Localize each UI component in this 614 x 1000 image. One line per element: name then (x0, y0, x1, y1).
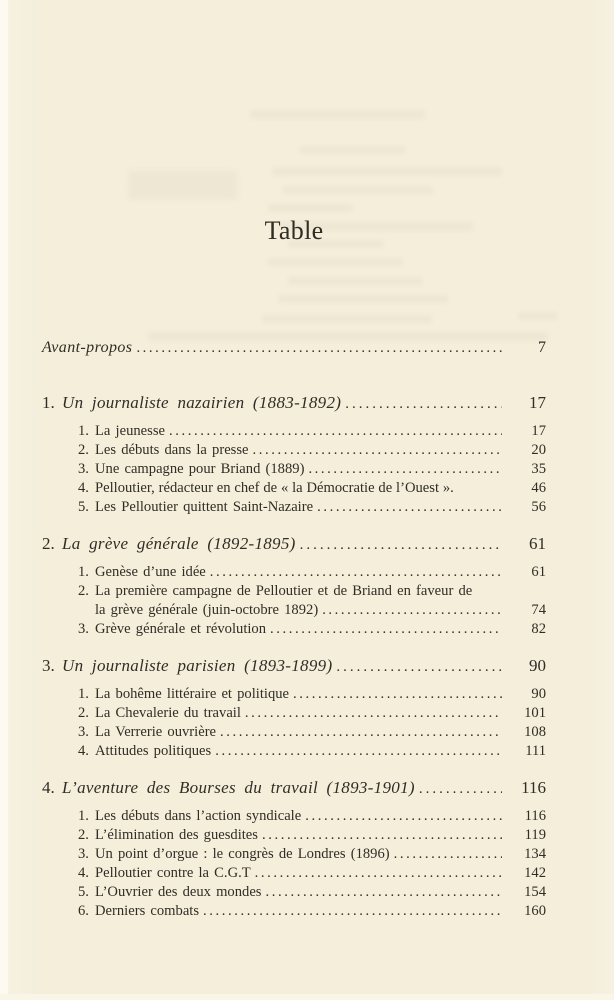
entry-label: La Chevalerie du travail (95, 705, 241, 721)
entry-label: L’Ouvrier des deux mondes (95, 884, 262, 900)
page-content (42, 0, 546, 921)
dot-leader (265, 883, 502, 902)
entry-number: 1. (78, 564, 89, 580)
entry-page-number: 119 (524, 827, 546, 843)
page-bottom-edge (0, 994, 614, 1000)
entry-page-number: 116 (524, 808, 546, 824)
toc-entry (42, 723, 546, 742)
entry-label: Pelloutier, rédacteur en chef de « la Démocratie de l’Ouest ». (95, 480, 454, 496)
toc-entry (42, 807, 546, 826)
table-of-contents (42, 338, 546, 921)
entry-page-number: 35 (531, 461, 546, 477)
entry-page-number: 17 (531, 423, 546, 439)
toc-entry-avant-propos (42, 338, 546, 358)
toc-entry-continuation (42, 601, 546, 620)
entry-label: L’élimination des guesdites (95, 827, 258, 843)
entry-label: Genèse d’une idée (95, 564, 206, 580)
page-left-edge (0, 0, 8, 1000)
entry-number: 1. (78, 686, 89, 702)
chapter-number: 1. (42, 393, 55, 412)
entry-page-number: 7 (538, 339, 546, 356)
toc-entry (42, 883, 546, 902)
entry-page-number: 20 (531, 442, 546, 458)
dot-leader (322, 601, 502, 620)
toc-chapter-2-heading (42, 533, 546, 556)
entry-page-number: 154 (524, 884, 546, 900)
entry-page-number: 111 (525, 743, 546, 759)
toc-entry (42, 685, 546, 704)
dot-leader (419, 778, 502, 800)
entry-label: La bohême littéraire et politique (95, 686, 290, 702)
entry-label: Les débuts dans la presse (95, 442, 249, 458)
entry-page-number: 134 (524, 846, 546, 862)
entry-label: Pelloutier contre la C.G.T (95, 865, 251, 881)
entry-page-number: 61 (531, 564, 546, 580)
chapter-page-number: 90 (529, 656, 546, 675)
entry-page-number: 160 (524, 903, 546, 919)
entry-page-number: 101 (524, 705, 546, 721)
entry-page-number: 90 (531, 686, 546, 702)
chapter-number: 4. (42, 778, 55, 797)
dot-leader (245, 704, 502, 723)
dot-leader (262, 826, 502, 845)
chapter-page-number: 116 (521, 778, 546, 797)
entry-page-number: 46 (531, 480, 546, 496)
chapter-title: Un journaliste parisien (1893-1899) (62, 656, 333, 675)
dot-leader (210, 563, 502, 582)
dot-leader (300, 534, 502, 556)
toc-entry (42, 498, 546, 517)
dot-leader (270, 620, 502, 639)
entry-label: Avant-propos (42, 339, 133, 356)
dot-leader (317, 498, 502, 517)
dot-leader (253, 441, 502, 460)
toc-chapter-4-heading (42, 777, 546, 800)
dot-leader (203, 902, 502, 921)
toc-chapter-1-items (42, 422, 546, 517)
toc-entry (42, 582, 546, 601)
entry-number: 6. (78, 903, 89, 919)
toc-chapter-1-heading (42, 392, 546, 415)
toc-entry (42, 826, 546, 845)
toc-entry (42, 460, 546, 479)
dot-leader (255, 864, 502, 883)
dot-leader (305, 807, 502, 826)
toc-entry (42, 422, 546, 441)
entry-number: 5. (78, 884, 89, 900)
entry-number: 4. (78, 743, 89, 759)
entry-label: La jeunesse (95, 423, 165, 439)
toc-entry (42, 479, 546, 498)
dot-leader (293, 685, 502, 704)
chapter-page-number: 61 (529, 534, 546, 553)
entry-page-number: 56 (531, 499, 546, 515)
dot-leader (169, 422, 502, 441)
toc-entry (42, 620, 546, 639)
entry-number: 3. (78, 621, 89, 637)
dot-leader (215, 742, 502, 761)
entry-page-number: 74 (531, 602, 546, 618)
chapter-number: 3. (42, 656, 55, 675)
chapter-title: La grève générale (1892-1895) (62, 534, 296, 553)
entry-label: Grève générale et révolution (95, 621, 267, 637)
entry-number: 3. (78, 846, 89, 862)
toc-chapter-2-items (42, 563, 546, 639)
toc-chapter-3-items (42, 685, 546, 761)
toc-entry (42, 704, 546, 723)
page-title: Table (264, 216, 324, 245)
toc-chapter-4-items (42, 807, 546, 921)
dot-leader (345, 393, 502, 415)
entry-number: 4. (78, 865, 89, 881)
toc-entry (42, 441, 546, 460)
chapter-title: L’aventure des Bourses du travail (1893-1901) (62, 778, 415, 797)
entry-page-number: 142 (524, 865, 546, 881)
dot-leader (394, 845, 502, 864)
entry-page-number: 82 (531, 621, 546, 637)
chapter-page-number: 17 (529, 393, 546, 412)
entry-label: Derniers combats (95, 903, 200, 919)
entry-label: Une campagne pour Briand (1889) (95, 461, 305, 477)
entry-number: 3. (78, 461, 89, 477)
dot-leader (308, 460, 502, 479)
entry-number: 3. (78, 724, 89, 740)
toc-entry (42, 563, 546, 582)
dot-leader (336, 656, 502, 678)
chapter-title: Un journaliste nazairien (1883-1892) (62, 393, 342, 412)
entry-label: Les débuts dans l’action syndicale (95, 808, 302, 824)
entry-number: 1. (78, 808, 89, 824)
entry-number: 4. (78, 480, 89, 496)
entry-label: La Verrerie ouvrière (95, 724, 217, 740)
toc-chapter-3-heading (42, 655, 546, 678)
entry-number: 2. (78, 705, 89, 721)
entry-number: 5. (78, 499, 89, 515)
entry-label: Attitudes politiques (95, 743, 212, 759)
entry-page-number: 108 (524, 724, 546, 740)
toc-entry (42, 845, 546, 864)
entry-number: 1. (78, 423, 89, 439)
entry-label: la grève générale (juin-octobre 1892) (95, 602, 319, 618)
entry-number: 2. (78, 442, 89, 458)
chapter-number: 2. (42, 534, 55, 553)
dot-leader (220, 723, 502, 742)
dot-leader (136, 339, 502, 358)
entry-number: 2. (78, 827, 89, 843)
entry-label: La première campagne de Pelloutier et de Briand en faveur de (95, 583, 473, 599)
toc-entry (42, 742, 546, 761)
toc-entry (42, 902, 546, 921)
entry-label: Un point d’orgue : le congrès de Londres (1896) (95, 846, 390, 862)
entry-label: Les Pelloutier quittent Saint-Nazaire (95, 499, 314, 515)
entry-number: 2. (78, 583, 89, 599)
toc-entry (42, 864, 546, 883)
